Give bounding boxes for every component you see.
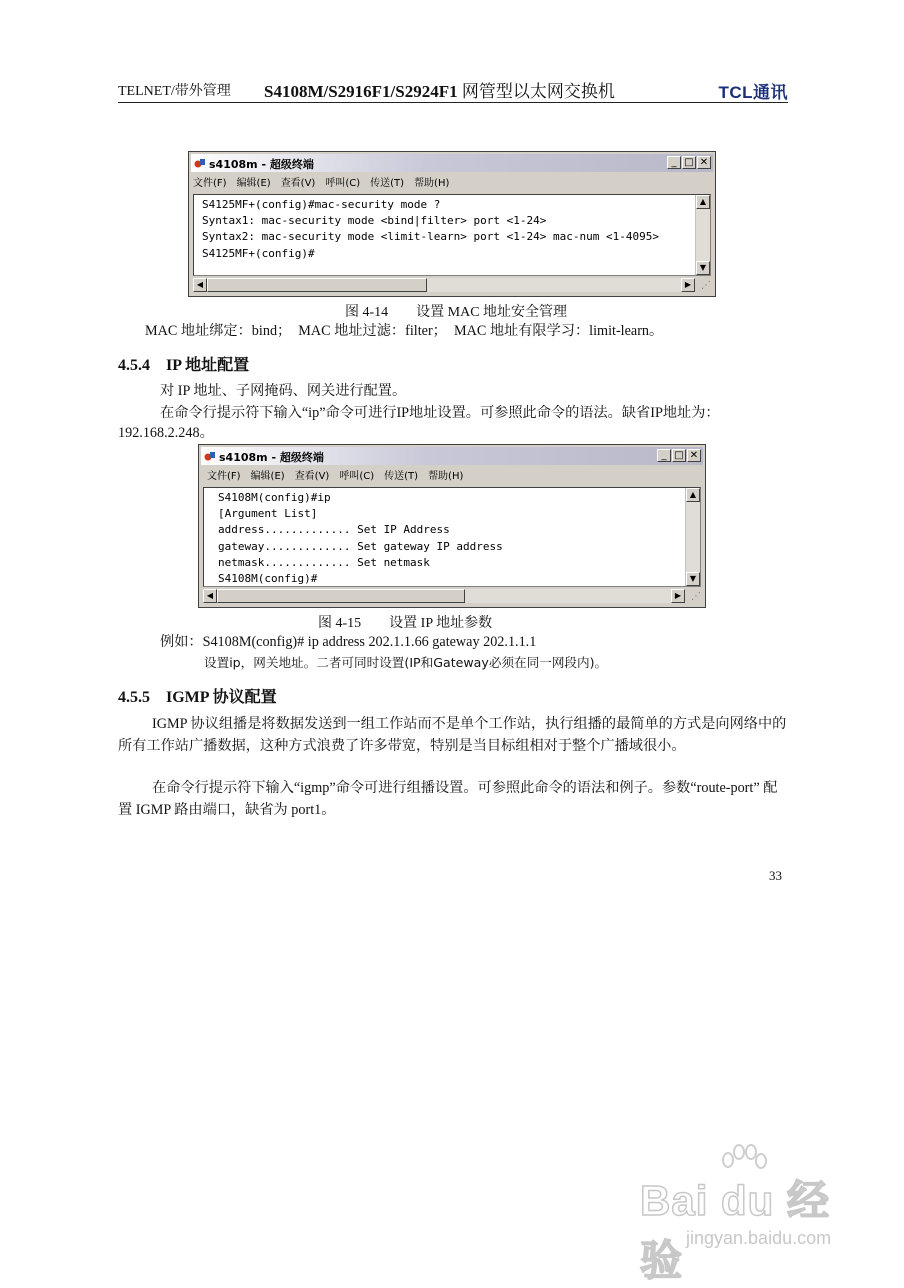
minimize-button[interactable]: _ bbox=[657, 449, 671, 462]
scroll-down-icon[interactable]: ▼ bbox=[696, 261, 710, 275]
terminal-line: gateway............. Set gateway IP address bbox=[218, 539, 503, 553]
igmp-paragraph-1: IGMP 协议组播是将数据发送到一组工作站而不是单个工作站，执行组播的最简单的方式是向网络中的所有工作站广播数据，这种方式浪费了许多带宽，特别是当目标组相对于整个广播域很小。 bbox=[118, 716, 787, 754]
menu-transfer[interactable]: 传送(T) bbox=[370, 178, 405, 189]
terminal-line: address............. Set IP Address bbox=[218, 523, 450, 537]
scroll-down-icon[interactable]: ▼ bbox=[686, 572, 700, 586]
menu-transfer[interactable]: 传送(T) bbox=[384, 471, 419, 482]
header-title-model: S4108M/S2916F1/S2924F1 bbox=[264, 82, 458, 101]
hyperterminal-icon bbox=[194, 157, 206, 169]
window-titlebar bbox=[191, 154, 713, 172]
hyperterminal-icon bbox=[204, 450, 216, 462]
resize-grip-icon[interactable]: ⋰ bbox=[701, 280, 711, 291]
scroll-right-icon[interactable]: ▶ bbox=[671, 589, 685, 603]
menu-bar bbox=[193, 174, 449, 190]
watermark-brand: Bai du 经验 bbox=[640, 1177, 831, 1284]
menu-view[interactable]: 查看(V) bbox=[294, 471, 330, 482]
example-command: 例如：S4108M(config)# ip address 202.1.1.66 gateway 202.1.1.1 bbox=[160, 634, 537, 650]
menu-help[interactable]: 帮助(H) bbox=[428, 471, 464, 482]
close-button[interactable]: ✕ bbox=[687, 449, 701, 462]
terminal-line: netmask............. Set netmask bbox=[218, 555, 430, 569]
scroll-left-icon[interactable]: ◀ bbox=[203, 589, 217, 603]
window-title: s4108m - 超级终端 bbox=[219, 451, 324, 464]
menu-file[interactable]: 文件(F) bbox=[193, 178, 227, 189]
section-heading-ip: 4.5.4 IP 地址配置 bbox=[118, 357, 250, 374]
menu-file[interactable]: 文件(F) bbox=[207, 471, 241, 482]
menu-edit[interactable]: 编辑(E) bbox=[250, 471, 285, 482]
close-button[interactable]: ✕ bbox=[697, 156, 711, 169]
window-title: s4108m - 超级终端 bbox=[209, 158, 314, 171]
horizontal-scrollbar[interactable] bbox=[193, 278, 695, 292]
scroll-right-icon[interactable]: ▶ bbox=[681, 278, 695, 292]
section-heading-igmp: 4.5.5 IGMP 协议配置 bbox=[118, 689, 277, 706]
scroll-thumb[interactable] bbox=[207, 278, 427, 292]
scroll-left-icon[interactable]: ◀ bbox=[193, 278, 207, 292]
scroll-thumb[interactable] bbox=[217, 589, 465, 603]
ip-paragraph-1: 对 IP 地址、子网掩码、网关进行配置。 bbox=[160, 383, 407, 399]
example-note: 设置ip，网关地址。二者可同时设置(IP和Gateway必须在同一网段内)。 bbox=[204, 655, 608, 670]
vertical-scrollbar[interactable] bbox=[685, 488, 700, 586]
header-title-cn: 网管型以太网交换机 bbox=[457, 82, 615, 101]
resize-grip-icon[interactable]: ⋰ bbox=[691, 591, 701, 602]
tcl-logo: TCL通讯 bbox=[718, 83, 788, 102]
menu-call[interactable]: 呼叫(C) bbox=[325, 178, 361, 189]
maximize-button[interactable]: □ bbox=[682, 156, 696, 169]
watermark-url: jingyan.baidu.com bbox=[686, 1228, 832, 1248]
page-number: 33 bbox=[769, 868, 782, 883]
terminal-line: S4108M(config)# bbox=[218, 572, 318, 586]
vertical-scrollbar[interactable] bbox=[695, 195, 710, 275]
mac-mode-note: MAC 地址绑定：bind； MAC 地址过滤：filter； MAC 地址有限学习：limit-learn。 bbox=[145, 323, 664, 339]
menu-call[interactable]: 呼叫(C) bbox=[339, 471, 375, 482]
header-title bbox=[264, 77, 615, 102]
terminal-text bbox=[204, 488, 700, 587]
scroll-up-icon[interactable]: ▲ bbox=[696, 195, 710, 209]
window-titlebar bbox=[201, 447, 703, 465]
menu-edit[interactable]: 编辑(E) bbox=[236, 178, 271, 189]
terminal-window-1 bbox=[188, 151, 716, 297]
terminal-line: Syntax2: mac-security mode <limit-learn> port <1-24> mac-num <1-4095> bbox=[202, 230, 659, 244]
terminal-line: Syntax1: mac-security mode <bind|filter> port <1-24> bbox=[202, 214, 547, 228]
page-header bbox=[118, 76, 788, 103]
terminal-window-2 bbox=[198, 444, 706, 608]
menu-help[interactable]: 帮助(H) bbox=[414, 178, 450, 189]
terminal-line: S4125MF+(config)#mac-security mode ? bbox=[202, 198, 441, 211]
terminal-line: S4108M(config)#ip bbox=[218, 491, 331, 504]
terminal-line: [Argument List] bbox=[218, 507, 318, 521]
terminal-output[interactable] bbox=[193, 194, 711, 276]
figure-caption-2: 图 4-15 设置 IP 地址参数 bbox=[318, 616, 493, 631]
header-left-text: TELNET/带外管理 bbox=[118, 84, 231, 99]
scroll-up-icon[interactable]: ▲ bbox=[686, 488, 700, 502]
terminal-text bbox=[194, 195, 710, 262]
maximize-button[interactable]: □ bbox=[672, 449, 686, 462]
minimize-button[interactable]: _ bbox=[667, 156, 681, 169]
horizontal-scrollbar[interactable] bbox=[203, 589, 685, 603]
igmp-paragraph-2: 在命令行提示符下输入“igmp”命令可进行组播设置。可参照此命令的语法和例子。参数“route-port” 配置 IGMP 路由端口，缺省为 port1。 bbox=[118, 780, 778, 818]
menu-view[interactable]: 查看(V) bbox=[280, 178, 316, 189]
ip-paragraph-2: 在命令行提示符下输入“ip”命令可进行IP地址设置。可参照此命令的语法。缺省IP地址为：192.168.2.248。 bbox=[118, 405, 720, 441]
menu-bar bbox=[207, 467, 463, 483]
terminal-output[interactable] bbox=[203, 487, 701, 587]
figure-caption-1: 图 4-14 设置 MAC 地址安全管理 bbox=[345, 305, 568, 320]
baidu-jingyan-watermark bbox=[640, 1144, 870, 1284]
terminal-line: S4125MF+(config)# bbox=[202, 246, 315, 260]
